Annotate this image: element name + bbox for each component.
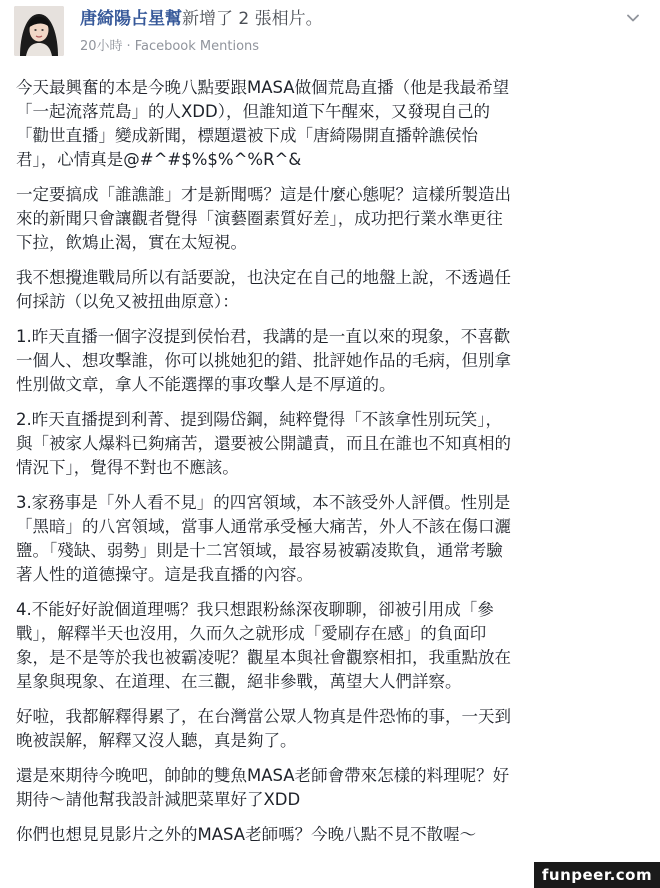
post-paragraph: 2.昨天直播提到利菁、提到陽岱鋼，純粹覺得「不該拿性別玩笑」， 與「被家人爆料已夠痛苦，還要被公開譴責，而且在誰也不知真相的 情況下」，覺得不對也不應該。 [16,410,511,477]
post-paragraph: 今天最興奮的本是今晚八點要跟MASA做個荒島直播（他是我最希望 「一起流落荒島」的人XDD），但誰知道下午醒來，又發現自己的 「勸世直播」變成新聞，標題還被下成「唐綺陽開直播幹譙侯怡 君」，心情真是@#^#$%$%^%R^& [16,78,510,169]
post-paragraph: 一定要搞成「誰譙誰」才是新聞嗎？這是什麼心態呢？這樣所製造出 來的新聞只會讓觀者覺得「演藝圈素質好差」，成功把行業水準更往 下拉，飲鴆止渴，實在太短視。 [16,185,511,252]
post-action-text: 新增了 2 張相片。 [182,9,323,29]
chevron-down-icon[interactable] [626,10,640,24]
author-name-link[interactable]: 唐綺陽占星幫 [80,9,182,29]
meta-separator: · [126,39,131,54]
post-paragraph: 3.家務事是「外人看不見」的四宮領域，本不該受外人評價。性別是 「黑暗」的八宮領域，當事人通常承受極大痛苦，外人不該在傷口灑 鹽。「殘缺、弱勢」則是十二宮領域，最容易被霸凌欺負，通常考驗 著人性的道德操守。這是我直播的內容。 [16,493,511,584]
post-paragraph: 4.不能好好說個道理嗎？我只想跟粉絲深夜聊聊，卻被引用成「參 戰」，解釋半天也沒用，久而久之就形成「愛刷存在感」的負面印 象，是不是等於我也被霸凌呢？觀星本與社會觀察相扣，我重點放在 星象與現象、在道理、在三觀，絕非參戰，萬望大人們詳察。 [16,600,511,691]
post-paragraph: 我不想攪進戰局所以有話要說，也決定在自己的地盤上說，不透過任 何採訪（以免又被扭曲原意）： [16,268,511,311]
avatar[interactable] [14,6,64,56]
post-header [0,0,660,62]
post-paragraph: 1.昨天直播一個字沒提到侯怡君，我講的是一直以來的現象，不喜歡 一個人、想攻擊誰，你可以挑她犯的錯、批評她作品的毛病，但別拿 性別做文章，拿人不能選擇的事攻擊人是不厚道的。 [16,327,511,394]
post-paragraph: 你們也想見見影片之外的MASA老師嗎？今晚八點不見不散喔～ [16,825,477,841]
post-paragraph: 好啦，我都解釋得累了，在台灣當公眾人物真是件恐怖的事，一天到 晚被誤解，解釋又沒人聽，真是夠了。 [16,707,511,750]
watermark-label: funpeer.com [534,862,660,888]
post-timestamp[interactable]: 20小時 [80,39,123,54]
author-line [80,8,323,30]
post-paragraph: 還是來期待今晚吧，帥帥的雙魚MASA老師會帶來怎樣的料理呢？好 期待～請他幫我設計減肥菜單好了XDD [16,766,510,809]
avatar-image [14,6,64,56]
post-meta [80,38,259,56]
post-body [16,76,632,841]
post-source-link[interactable]: Facebook Mentions [134,39,260,54]
